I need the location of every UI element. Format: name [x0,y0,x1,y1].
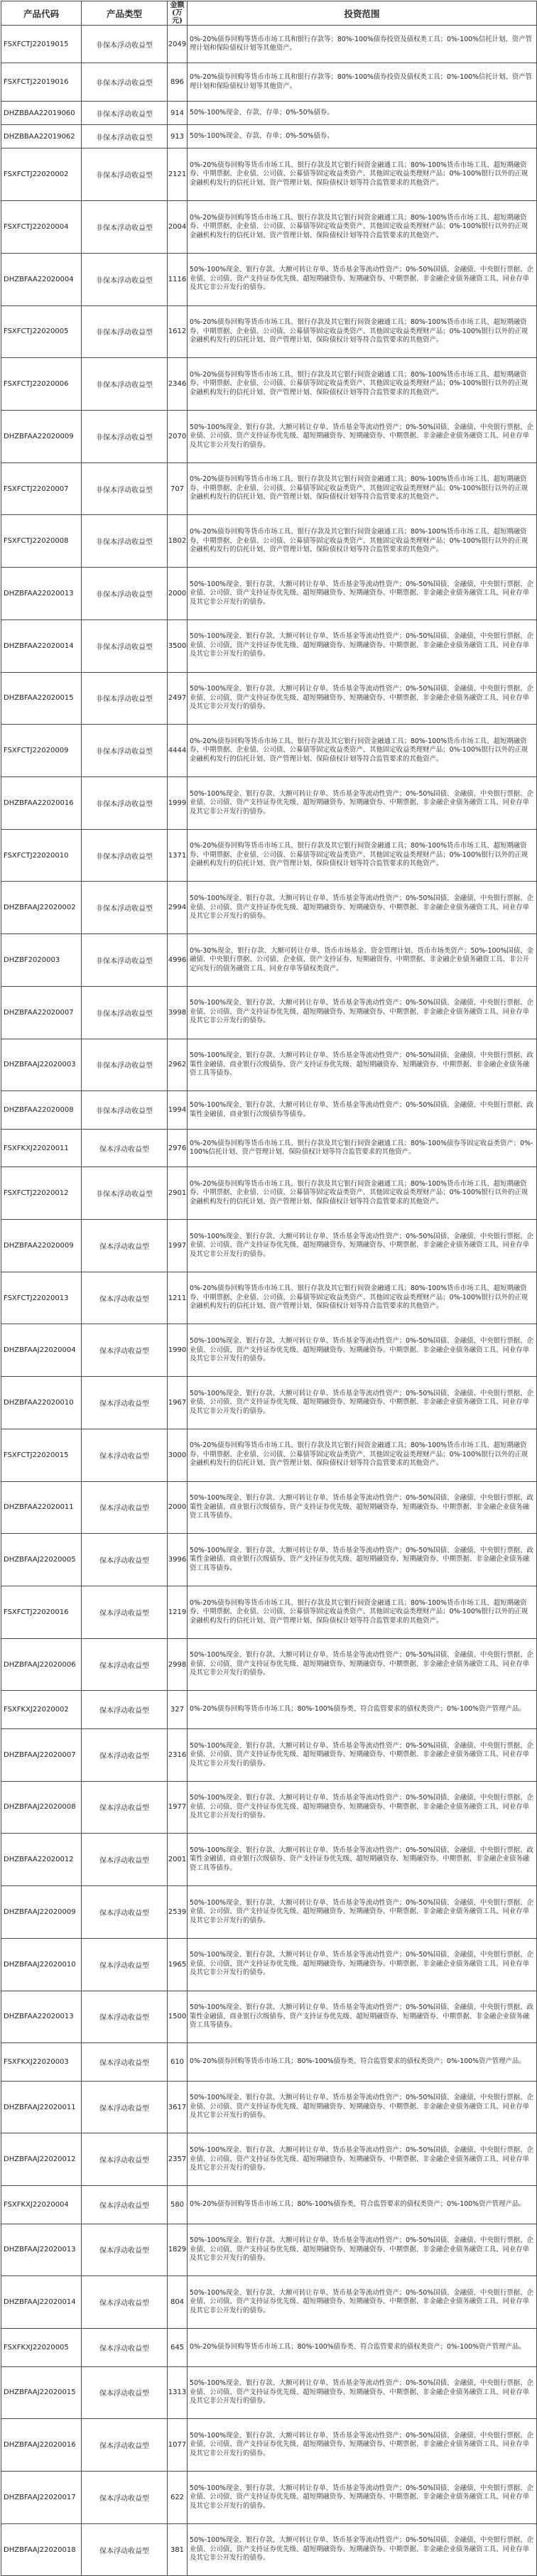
product-type-cell: 非保本浮动收益型 [82,201,168,254]
table-row [1,63,537,101]
amount-cell: 2497 [168,672,188,725]
investment-scope-cell: 0%-20%债券回购等货币市场工具、银行存款及其它银行间资金融通工具；80%-100%货币市场工具、超短期融资券、中期票据、企业债、公司债、公募债等固定收益类资产、其他固定收益类理财产品；0%-100%银行以外的正规金融机构发行的信托计划、资产管理计划、保险债权计划等符合监管要求的其他资产。 [188,829,537,882]
amount-cell: 707 [168,462,188,515]
product-type-cell: 保本浮动收益型 [82,2224,168,2276]
investment-scope-cell: 50%-100%现金、银行存款、大额可转让存单、货币基金等流动性资产；0%-50%国债、金融债、中央银行票据、企业债、公司债、资产支持证券优先级、超短期融资券、短期融资券、中期票据、非金融企业债务融资工具、同业存单及其它非公开发行的债券。 [188,2133,537,2186]
amount-cell: 3000 [168,1429,188,1481]
investment-scope-cell: 50%-100%现金、银行存款、大额可转让存单、货币基金等流动性资产；0%-50%国债、金融债、中央银行票据、企业债、公司债、资产支持证券优先级、超短期融资券、短期融资券、中期票据、非金融企业债务融资工具、同业存单及其它非公开发行的债券。 [188,1324,537,1377]
amount-cell: 2121 [168,148,188,201]
amount-cell: 1965 [168,1938,188,1991]
amount-cell: 1990 [168,1324,188,1377]
amount-cell: 622 [168,2471,188,2523]
amount-cell: 2998 [168,1638,188,1691]
product-code-cell: FSXFKXJ22020002 [1,1691,82,1728]
table-row [1,358,537,411]
table-row [1,934,537,987]
product-type-cell: 非保本浮动收益型 [82,568,168,620]
table-row [1,1377,537,1429]
investment-scope-cell: 0%-20%债券回购等货币市场工具、银行存款及其它银行间资金融通工具；80%-100%货币市场工具、超短期融资券、中期票据、企业债、公司债、公募债等固定收益类资产、其他固定收益类理财产品；0%-100%银行以外的正规金融机构发行的信托计划、资产管理计划、保险债权计划等符合监管要求的其他资产。 [188,1167,537,1220]
investment-scope-cell: 50%-100%现金、银行存款、大额可转让存单、货币基金等流动性资产；0%-50%国债、金融债、中央银行票据、企业债、公司债、资产支持证券优先级、超短期融资券、短期融资券、中期票据、非金融企业债务融资工具、同业存单及其它非公开发行的债券。 [188,1377,537,1429]
amount-cell: 1371 [168,829,188,882]
product-type-cell: 保本浮动收益型 [82,1691,168,1728]
table-row [1,1481,537,1534]
product-type-cell: 保本浮动收益型 [82,1324,168,1377]
investment-scope-cell: 50%-100%现金、银行存款、大额可转让存单、货币基金等流动性资产；0%-50%国债、金融债、中央银行票据、企业债、公司债、资产支持证券优先级、超短期融资券、短期融资券、中期票据、非金融企业债务融资工具、同业存单及其它非公开发行的债券。 [188,1638,537,1691]
investment-scope-cell: 0%-20%债券回购等货币市场工具、银行存款及其它银行间资金融通工具；80%-100%货币市场工具、超短期融资券、中期票据、企业债、公司债、公募债等固定收益类资产、其他固定收益类理财产品；0%-100%银行以外的正规金融机构发行的信托计划、资产管理计划、保险债权计划等符合监管要求的其他资产。 [188,201,537,254]
product-code-cell: DHZBFAA22020011 [1,1481,82,1534]
product-type-cell: 保本浮动收益型 [82,2133,168,2186]
investment-scope-cell: 0%-20%债券回购等货币市场工具、银行存款及其它银行间资金融通工具；80%-100%货币市场工具、超短期融资券、中期票据、企业债、公司债、公募债等固定收益类资产、其他固定收益类理财产品；0%-100%银行以外的正规金融机构发行的信托计划、资产管理计划、保险债权计划等符合监管要求的其他资产。 [188,1586,537,1639]
product-type-cell: 非保本浮动收益型 [82,26,168,63]
investment-scope-cell: 50%-100%现金、银行存款、大额可转让存单、货币基金等流动性资产；0%-50%国债、金融债、中央银行票据、企业债、公司债、资产支持证券优先级、超短期融资券、短期融资券、中期票据、非金融企业债务融资工具、同业存单及其它非公开发行的债券。 [188,2224,537,2276]
product-code-cell: DHZBFAAJ22020014 [1,2276,82,2329]
table-row [1,986,537,1039]
investment-scope-cell: 50%-100%现金、银行存款、大额可转让存单、货币基金等流动性资产；0%-50%国债、金融债、中央银行票据、企业债、公司债、资产支持证券优先级、超短期融资券、短期融资券、中期票据、非金融企业债务融资工具、同业存单及其它非公开发行的债券。 [188,410,537,462]
product-type-cell: 非保本浮动收益型 [82,725,168,777]
product-type-cell: 保本浮动收益型 [82,1219,168,1272]
table-row [1,2276,537,2329]
table-row [1,125,537,148]
product-code-cell: DHZBF2020003 [1,934,82,987]
product-type-cell: 保本浮动收益型 [82,1272,168,1324]
product-type-cell: 保本浮动收益型 [82,2186,168,2224]
table-row [1,1039,537,1091]
investment-scope-cell: 50%-100%现金、银行存款、大额可转让存单、货币基金等流动性资产；0%-50%国债、金融债、中央银行票据、企业债、公司债、资产支持证券优先级、超短期融资券、短期融资券、中期票据、非金融企业债务融资工具、同业存单及其它非公开发行的债券。 [188,986,537,1039]
product-code-cell: DHZBFAA22020014 [1,619,82,672]
header-amount-label: 金额 [170,1,185,9]
table-row [1,1429,537,1481]
investment-scope-cell: 50%-100%现金、银行存款、大额可转让存单、货币基金等流动性资产；0%-50%国债、金融债、中央银行票据、企业债、公司债、资产支持证券优先级、超短期融资券、短期融资券、中期票据、非金融企业债务融资工具、同业存单及其它非公开发行的债券。 [188,1781,537,1834]
table-row [1,1129,537,1167]
table-row [1,1219,537,1272]
investment-scope-cell: 50%-100%现金、银行存款、大额可转让存单、货币基金等流动性资产；0%-50%国债、金融债、中央银行票据、企业债、公司债、资产支持证券优先级、超短期融资券、短期融资券、中期票据、非金融企业债务融资工具、同业存单及其它非公开发行的债券。 [188,619,537,672]
amount-cell: 913 [168,125,188,148]
investment-scope-cell: 50%-100%现金、银行存款、大额可转让存单、货币基金等流动性资产；0%-50%国债、金融债、中央银行票据、企业债、公司债、资产支持证券优先级、超短期融资券、短期融资券、中期票据、非金融企业债务融资工具、同业存单及其它非公开发行的债券。 [188,2276,537,2329]
table-row [1,568,537,620]
investment-scope-cell: 0%-20%债券回购等货币市场工具；80%-100%债券类、符合监管要求的债权类资产；0%-100%资产管理产品。 [188,1691,537,1728]
product-type-cell: 保本浮动收益型 [82,1129,168,1167]
amount-cell: 1077 [168,2419,188,2472]
table-row [1,1834,537,1886]
table-row [1,305,537,358]
table-row [1,148,537,201]
amount-cell: 2001 [168,1834,188,1886]
product-code-cell: FSXFCTJ22020002 [1,148,82,201]
investment-scope-cell: 50%-100%现金、银行存款、大额可转让存单、货币基金等流动性资产；0%-50%国债、金融债、中央银行票据、政策性金融债、商业银行次级债券、资产支持证券优先级、超短期融资券、短期融资券、中期票据、非金融企业债务融资工具等债券。 [188,1039,537,1091]
table-row [1,1638,537,1691]
product-type-cell: 保本浮动收益型 [82,2081,168,2133]
investment-scope-cell: 50%-100%现金、银行存款、大额可转让存单、货币基金等流动性资产；0%-50%国债、金融债、中央银行票据、企业债、公司债、资产支持证券优先级、超短期融资券、短期融资券、中期票据、非金融企业债务融资工具、同业存单及其它非公开发行的债券。 [188,1219,537,1272]
product-code-cell: DHZBFAA22020008 [1,1091,82,1129]
product-code-cell: DHZBBAA22019060 [1,101,82,124]
amount-cell: 3617 [168,2081,188,2133]
investment-scope-cell: 50%-100%现金、银行存款、大额可转让存单、货币基金等流动性资产；0%-50%国债、金融债、中央银行票据、政策性金融债、商业银行次级债券、资产支持证券优先级、超短期融资券、短期融资券、中期票据、非金融企业债务融资工具等债券。 [188,1834,537,1886]
amount-cell: 3996 [168,1534,188,1586]
table-row [1,1991,537,2043]
amount-cell: 4996 [168,934,188,987]
table-row [1,619,537,672]
amount-cell: 1997 [168,1219,188,1272]
product-table [1,1,537,2576]
amount-cell: 1802 [168,515,188,568]
investment-scope-cell: 0%-20%债券回购等货币市场工具、银行存款及其它银行间资金融通工具；80%-100%债券等固定收益类资产；0%-100%信托计划、资产管理计划、保险债权计划等符合监管要求的其他资产。 [188,1129,537,1167]
amount-cell: 1313 [168,2366,188,2419]
table-row [1,2523,537,2576]
product-type-cell: 保本浮动收益型 [82,1429,168,1481]
product-type-cell: 保本浮动收益型 [82,1586,168,1639]
investment-scope-cell: 0%-20%债券回购等货币市场工具和银行存款等；80%-100%债券投资及债权类工具；0%-100%信托计划、资产管理计划和保险债权计划等其他资产。 [188,63,537,101]
product-type-cell: 非保本浮动收益型 [82,101,168,124]
investment-scope-cell: 50%-100%现金、银行存款、大额可转让存单、货币基金等流动性资产；0%-50%国债、金融债、中央银行票据、政策性金融债、商业银行次级债券、资产支持证券优先级、超短期融资券、短期融资券、中期票据、非金融企业债务融资工具等债券。 [188,1534,537,1586]
product-type-cell: 保本浮动收益型 [82,2366,168,2419]
investment-scope-cell: 0%-20%债券回购等货币市场工具；80%-100%债券类、符合监管要求的债权类资产；0%-100%资产管理产品。 [188,2043,537,2081]
amount-cell: 1500 [168,1991,188,2043]
table-row [1,1324,537,1377]
table-row [1,2186,537,2224]
product-code-cell: DHZBFAAJ22020013 [1,2224,82,2276]
table-row [1,882,537,934]
product-type-cell: 保本浮动收益型 [82,2471,168,2523]
product-type-cell: 保本浮动收益型 [82,1728,168,1781]
product-code-cell: FSXFCTJ22020009 [1,725,82,777]
table-row [1,1938,537,1991]
investment-scope-cell: 0%-20%债券回购等货币市场工具、银行存款及其它银行间资金融通工具；80%-100%货币市场工具、超短期融资券、中期票据、企业债、公司债、公募债等固定收益类资产、其他固定收益类理财产品；0%-100%银行以外的正规金融机构发行的信托计划、资产管理计划、保险债权计划等符合监管要求的其他资产。 [188,148,537,201]
amount-cell: 1994 [168,1091,188,1129]
product-code-cell: DHZBFAAJ22020012 [1,2133,82,2186]
amount-cell: 580 [168,2186,188,2224]
product-code-cell: FSXFCTJ22020012 [1,1167,82,1220]
product-code-cell: FSXFKXJ22020011 [1,1129,82,1167]
product-type-cell: 保本浮动收益型 [82,1834,168,1886]
amount-cell: 327 [168,1691,188,1728]
product-code-cell: FSXFCTJ22020004 [1,201,82,254]
product-code-cell: DHZBFAA22020013 [1,568,82,620]
investment-scope-cell: 0%-20%债券回购等货币市场工具、银行存款及其它银行间资金融通工具；80%-100%货币市场工具、超短期融资券、中期票据、企业债、公司债、公募债等固定收益类资产、其他固定收益类理财产品；0%-100%银行以外的正规金融机构发行的信托计划、资产管理计划、保险债权计划等符合监管要求的其他资产。 [188,1272,537,1324]
product-code-cell: DHZBFAAJ22020010 [1,1938,82,1991]
table-row [1,2133,537,2186]
amount-cell: 1219 [168,1586,188,1639]
product-type-cell: 非保本浮动收益型 [82,63,168,101]
product-type-cell: 保本浮动收益型 [82,1781,168,1834]
product-type-cell: 非保本浮动收益型 [82,305,168,358]
amount-cell: 1829 [168,2224,188,2276]
product-code-cell: FSXFCTJ22020005 [1,305,82,358]
product-type-cell: 非保本浮动收益型 [82,1039,168,1091]
header-product-type: 产品类型 [82,1,168,26]
product-type-cell: 非保本浮动收益型 [82,619,168,672]
investment-scope-cell: 50%-100%现金、银行存款、大额可转让存单、货币基金等流动性资产；0%-50%国债、金融债、中央银行票据、企业债、公司债、资产支持证券优先级、超短期融资券、短期融资券、中期票据、非金融企业债务融资工具、同业存单及其它非公开发行的债券。 [188,2523,537,2576]
amount-cell: 1612 [168,305,188,358]
product-type-cell: 非保本浮动收益型 [82,986,168,1039]
product-code-cell: DHZBFAAJ22020011 [1,2081,82,2133]
investment-scope-cell: 0%-20%债券回购等货币市场工具、银行存款及其它银行间资金融通工具；80%-100%货币市场工具、超短期融资券、中期票据、企业债、公司债、公募债等固定收益类资产、其他固定收益类理财产品；0%-100%银行以外的正规金融机构发行的信托计划、资产管理计划、保险债权计划等符合监管要求的其他资产。 [188,305,537,358]
investment-scope-cell: 50%-100%现金、银行存款、大额可转让存单、货币基金等流动性资产；0%-50%国债、金融债、中央银行票据、企业债、公司债、资产支持证券优先级、超短期融资券、短期融资券、中期票据、非金融企业债务融资工具、同业存单及其它非公开发行的债券。 [188,1938,537,1991]
product-code-cell: DHZBFAA22020009 [1,410,82,462]
investment-scope-cell: 50%-100%现金、银行存款、大额可转让存单、货币基金等流动性资产；0%-50%国债、金融债、中央银行票据、政策性金融债、商业银行次级债券等债券。 [188,1091,537,1129]
investment-scope-cell: 0%-20%债券回购等货币市场工具和银行存款等；80%-100%债券投资及债权类工具；0%-100%信托计划、资产管理计划和保险债权计划等其他资产。 [188,26,537,63]
amount-cell: 1999 [168,777,188,830]
product-code-cell: DHZBFAA22020007 [1,986,82,1039]
amount-cell: 1211 [168,1272,188,1324]
table-row [1,515,537,568]
product-code-cell: FSXFKXJ22020004 [1,2186,82,2224]
investment-scope-cell: 0%-20%债券回购等货币市场工具；80%-100%债券类、符合监管要求的债权类资产；0%-100%资产管理产品。 [188,2329,537,2366]
investment-scope-cell: 0%-20%债券回购等货币市场工具、银行存款及其它银行间资金融通工具；80%-100%货币市场工具、超短期融资券、中期票据、企业债、公司债、公募债等固定收益类资产、其他固定收益类理财产品；0%-100%银行以外的正规金融机构发行的信托计划、资产管理计划、保险债权计划等符合监管要求的其他资产。 [188,462,537,515]
amount-cell: 645 [168,2329,188,2366]
product-code-cell: FSXFCTJ22019015 [1,26,82,63]
amount-cell: 1977 [168,1781,188,1834]
product-code-cell: DHZBFAA22020010 [1,1377,82,1429]
product-type-cell: 保本浮动收益型 [82,2276,168,2329]
product-type-cell: 非保本浮动收益型 [82,1091,168,1129]
table-row [1,725,537,777]
product-code-cell: FSXFCTJ22020013 [1,1272,82,1324]
header-product-code: 产品代码 [1,1,82,26]
table-row [1,2043,537,2081]
table-row [1,410,537,462]
amount-cell: 2000 [168,568,188,620]
product-code-cell: DHZBFAA22020013 [1,1991,82,2043]
amount-cell: 610 [168,2043,188,2081]
amount-cell: 2070 [168,410,188,462]
investment-scope-cell: 50%-100%现金、银行存款、大额可转让存单、货币基金等流动性资产；0%-50%国债、金融债、中央银行票据、企业债、公司债、资产支持证券优先级、超短期融资券、短期融资券、中期票据、非金融企业债务融资工具、同业存单及其它非公开发行的债券。 [188,1886,537,1939]
header-amount-unit: (万元) [172,9,183,25]
product-code-cell: DHZBFAAJ22020016 [1,2419,82,2472]
table-row [1,1534,537,1586]
amount-cell: 381 [168,2523,188,2576]
table-body [1,26,537,2576]
product-code-cell: FSXFCTJ22020016 [1,1586,82,1639]
investment-scope-cell: 50%-100%现金、银行存款、大额可转让存单、货币基金等流动性资产；0%-50%国债、金融债、中央银行票据、企业债、公司债、资产支持证券优先级、超短期融资券、短期融资券、中期票据、非金融企业债务融资工具、同业存单及其它非公开发行的债券。 [188,568,537,620]
product-code-cell: DHZBFAAJ22020009 [1,1886,82,1939]
product-code-cell: DHZBFAAJ22020006 [1,1638,82,1691]
table-row [1,1728,537,1781]
product-code-cell: DHZBFAA22020004 [1,253,82,305]
table-row [1,1272,537,1324]
amount-cell: 2316 [168,1728,188,1781]
investment-scope-cell: 50%-100%现金、银行存款、大额可转让存单、货币基金等流动性资产；0%-50%国债、金融债、中央银行票据、企业债、公司债、资产支持证券优先级、超短期融资券、短期融资券、中期票据、非金融企业债务融资工具、同业存单及其它非公开发行的债券。 [188,2419,537,2472]
header-investment-scope: 投资范围 [188,1,537,26]
amount-cell: 2346 [168,358,188,411]
product-code-cell: FSXFCTJ22020015 [1,1429,82,1481]
header-amount [168,1,188,26]
table-row [1,672,537,725]
product-code-cell: FSXFCTJ22020007 [1,462,82,515]
product-type-cell: 保本浮动收益型 [82,1991,168,2043]
investment-scope-cell: 50%-100%现金、银行存款、大额可转让存单、货币基金等流动性资产；0%-50%国债、金融债、中央银行票据、企业债、公司债、资产支持证券优先级、超短期融资券、短期融资券、中期票据、非金融企业债务融资工具、同业存单及其它非公开发行的债券。 [188,1728,537,1781]
amount-cell: 2962 [168,1039,188,1091]
product-code-cell: DHZBFAAJ22020008 [1,1781,82,1834]
product-code-cell: FSXFCTJ22019016 [1,63,82,101]
amount-cell: 1967 [168,1377,188,1429]
amount-cell: 914 [168,101,188,124]
product-code-cell: DHZBFAA22020012 [1,1834,82,1886]
table-row [1,2471,537,2523]
table-row [1,253,537,305]
table-row [1,2224,537,2276]
table-row [1,777,537,830]
table-row [1,2366,537,2419]
amount-cell: 1116 [168,253,188,305]
product-code-cell: DHZBFAAJ22020003 [1,1039,82,1091]
investment-scope-cell: 50%-100%现金、银行存款、大额可转让存单、货币基金等流动性资产；0%-50%国债、金融债、中央银行票据、企业债、公司债、资产支持证券优先级、超短期融资券、短期融资券、中期票据、非金融企业债务融资工具、同业存单及其它非公开发行的债券。 [188,2471,537,2523]
product-type-cell: 保本浮动收益型 [82,1938,168,1991]
table-row [1,26,537,63]
amount-cell: 2539 [168,1886,188,1939]
amount-cell: 2994 [168,882,188,934]
table-row [1,201,537,254]
investment-scope-cell: 50%-100%现金、存款、存单；0%-50%债券。 [188,125,537,148]
investment-scope-cell: 50%-100%现金、银行存款、大额可转让存单、货币基金等流动性资产；0%-50%国债、金融债、中央银行票据、企业债、公司债、资产支持证券优先级、超短期融资券、短期融资券、中期票据、非金融企业债务融资工具、同业存单及其它非公开发行的债券。 [188,672,537,725]
product-code-cell: DHZBFAAJ22020018 [1,2523,82,2576]
product-type-cell: 保本浮动收益型 [82,2329,168,2366]
table-row [1,829,537,882]
product-code-cell: FSXFKXJ22020003 [1,2043,82,2081]
amount-cell: 896 [168,63,188,101]
product-code-cell: DHZBFAAJ22020002 [1,882,82,934]
investment-scope-cell: 50%-100%现金、银行存款、大额可转让存单、货币基金等流动性资产；0%-50%国债、金融债、中央银行票据、企业债、公司债、资产支持证券优先级、超短期融资券、短期融资券、中期票据、非金融企业债务融资工具、同业存单及其它非公开发行的债券。 [188,777,537,830]
product-type-cell: 保本浮动收益型 [82,2419,168,2472]
investment-scope-cell: 0%-20%债券回购等货币市场工具、银行存款及其它银行间资金融通工具；80%-100%货币市场工具、超短期融资券、中期票据、企业债、公司债、公募债等固定收益类资产、其他固定收益类理财产品；0%-100%银行以外的正规金融机构发行的信托计划、资产管理计划、保险债权计划等符合监管要求的其他资产。 [188,725,537,777]
product-type-cell: 非保本浮动收益型 [82,934,168,987]
product-type-cell: 保本浮动收益型 [82,1377,168,1429]
product-code-cell: DHZBFAAJ22020015 [1,2366,82,2419]
table-row [1,1886,537,1939]
product-type-cell: 非保本浮动收益型 [82,358,168,411]
product-type-cell: 非保本浮动收益型 [82,777,168,830]
amount-cell: 2004 [168,201,188,254]
product-code-cell: FSXFCTJ22020010 [1,829,82,882]
product-type-cell: 保本浮动收益型 [82,1534,168,1586]
product-type-cell: 保本浮动收益型 [82,1638,168,1691]
product-type-cell: 保本浮动收益型 [82,1481,168,1534]
product-code-cell: DHZBFAAJ22020017 [1,2471,82,2523]
product-code-cell: DHZBFAAJ22020007 [1,1728,82,1781]
table-row [1,101,537,124]
product-code-cell: DHZBFAA22020009 [1,1219,82,1272]
investment-scope-cell: 0%-20%债券回购等货币市场工具、银行存款及其它银行间资金融通工具；80%-100%货币市场工具、超短期融资券、中期票据、企业债、公司债、公募债等固定收益类资产、其他固定收益类理财产品；0%-100%银行以外的正规金融机构发行的信托计划、资产管理计划、保险债权计划等符合监管要求的其他资产。 [188,515,537,568]
table-header-row [1,1,537,26]
product-code-cell: FSXFKXJ22020005 [1,2329,82,2366]
table-row [1,2329,537,2366]
amount-cell: 2049 [168,26,188,63]
investment-scope-cell: 0%-20%债券回购等货币市场工具、银行存款及其它银行间资金融通工具；80%-100%货币市场工具、超短期融资券、中期票据、企业债、公司债、公募债等固定收益类资产、其他固定收益类理财产品；0%-100%银行以外的正规金融机构发行的信托计划、资产管理计划、保险债权计划等符合监管要求的其他资产。 [188,358,537,411]
investment-scope-cell: 50%-100%现金、银行存款、大额可转让存单、货币基金等流动性资产；0%-50%国债、金融债、中央银行票据、政策性金融债、商业银行次级债券、资产支持证券优先级、超短期融资券、短期融资券、中期票据、非金融企业债务融资工具等债券。 [188,1991,537,2043]
amount-cell: 2901 [168,1167,188,1220]
amount-cell: 3998 [168,986,188,1039]
table-row [1,1781,537,1834]
product-code-cell: FSXFCTJ22020006 [1,358,82,411]
investment-scope-cell: 50%-100%现金、银行存款、大额可转让存单、货币基金等流动性资产；0%-50%国债、金融债、中央银行票据、政策性金融债、商业银行次级债券、资产支持证券优先级、超短期融资券、短期融资券、中期票据、非金融企业债务融资工具等债券。 [188,1481,537,1534]
table-row [1,1691,537,1728]
amount-cell: 3500 [168,619,188,672]
product-type-cell: 非保本浮动收益型 [82,672,168,725]
table-row [1,462,537,515]
investment-scope-cell: 0%-30%现金、银行存款、大额可转让存单、货币市场基金、资金管理计划、货币市场类资产；50%-100%国债、金融债、中央银行票据、公司债、企业债、资产支持证券、短期融资券、中期票据、非金融企业债务融资工具、非公开定向发行的债务融资工具、同业存单等债权类资产。 [188,934,537,987]
product-code-cell: DHZBFAA22020015 [1,672,82,725]
product-type-cell: 非保本浮动收益型 [82,253,168,305]
amount-cell: 4444 [168,725,188,777]
product-code-cell: FSXFCTJ22020008 [1,515,82,568]
product-type-cell: 保本浮动收益型 [82,2523,168,2576]
table-row [1,1091,537,1129]
product-code-cell: DHZBBAA22019062 [1,125,82,148]
amount-cell: 2000 [168,1481,188,1534]
product-code-cell: DHZBFAAJ22020004 [1,1324,82,1377]
investment-scope-cell: 50%-100%现金、银行存款、大额可转让存单、货币基金等流动性资产；0%-50%国债、金融债、中央银行票据、企业债、公司债、资产支持证券优先级、超短期融资券、短期融资券、中期票据、非金融企业债务融资工具、同业存单及其它非公开发行的债券。 [188,2366,537,2419]
table-row [1,2081,537,2133]
product-type-cell: 非保本浮动收益型 [82,515,168,568]
amount-cell: 804 [168,2276,188,2329]
investment-scope-cell: 50%-100%现金、银行存款、大额可转让存单、货币基金等流动性资产；0%-50%国债、金融债、中央银行票据、企业债、公司债、资产支持证券优先级、超短期融资券、短期融资券、中期票据、非金融企业债务融资工具、同业存单及其它非公开发行的债券。 [188,253,537,305]
product-type-cell: 非保本浮动收益型 [82,462,168,515]
amount-cell: 2976 [168,1129,188,1167]
product-type-cell: 非保本浮动收益型 [82,882,168,934]
table-row [1,1586,537,1639]
investment-scope-cell: 0%-20%债券回购等货币市场工具、银行存款及其它银行间资金融通工具；80%-100%货币市场工具、超短期融资券、中期票据、企业债、公司债、公募债等固定收益类资产、其他固定收益类理财产品；0%-100%银行以外的正规金融机构发行的信托计划、资产管理计划、保险债权计划等符合监管要求的其他资产。 [188,1429,537,1481]
table-row [1,1167,537,1220]
investment-scope-cell: 50%-100%现金、银行存款、大额可转让存单、货币基金等流动性资产；0%-50%国债、金融债、中央银行票据、企业债、公司债、资产支持证券优先级、超短期融资券、短期融资券、中期票据、非金融企业债务融资工具、同业存单及其它非公开发行的债券。 [188,2081,537,2133]
investment-scope-cell: 0%-20%债券回购等货币市场工具；80%-100%债券类、符合监管要求的债权类资产；0%-100%资产管理产品。 [188,2186,537,2224]
product-type-cell: 非保本浮动收益型 [82,125,168,148]
amount-cell: 2357 [168,2133,188,2186]
product-type-cell: 保本浮动收益型 [82,1886,168,1939]
investment-scope-cell: 50%-100%现金、银行存款、大额可转让存单、货币基金等流动性资产；0%-50%国债、金融债、中央银行票据、企业债、公司债、资产支持证券优先级、超短期融资券、短期融资券、中期票据、非金融企业债务融资工具、同业存单及其它非公开发行的债券。 [188,882,537,934]
table-row [1,2419,537,2472]
product-code-cell: DHZBFAA22020016 [1,777,82,830]
product-type-cell: 非保本浮动收益型 [82,1167,168,1220]
product-type-cell: 非保本浮动收益型 [82,148,168,201]
investment-scope-cell: 50%-100%现金、存款、存单；0%-50%债券。 [188,101,537,124]
product-code-cell: DHZBFAAJ22020005 [1,1534,82,1586]
product-type-cell: 非保本浮动收益型 [82,829,168,882]
product-type-cell: 非保本浮动收益型 [82,410,168,462]
product-type-cell: 保本浮动收益型 [82,2043,168,2081]
